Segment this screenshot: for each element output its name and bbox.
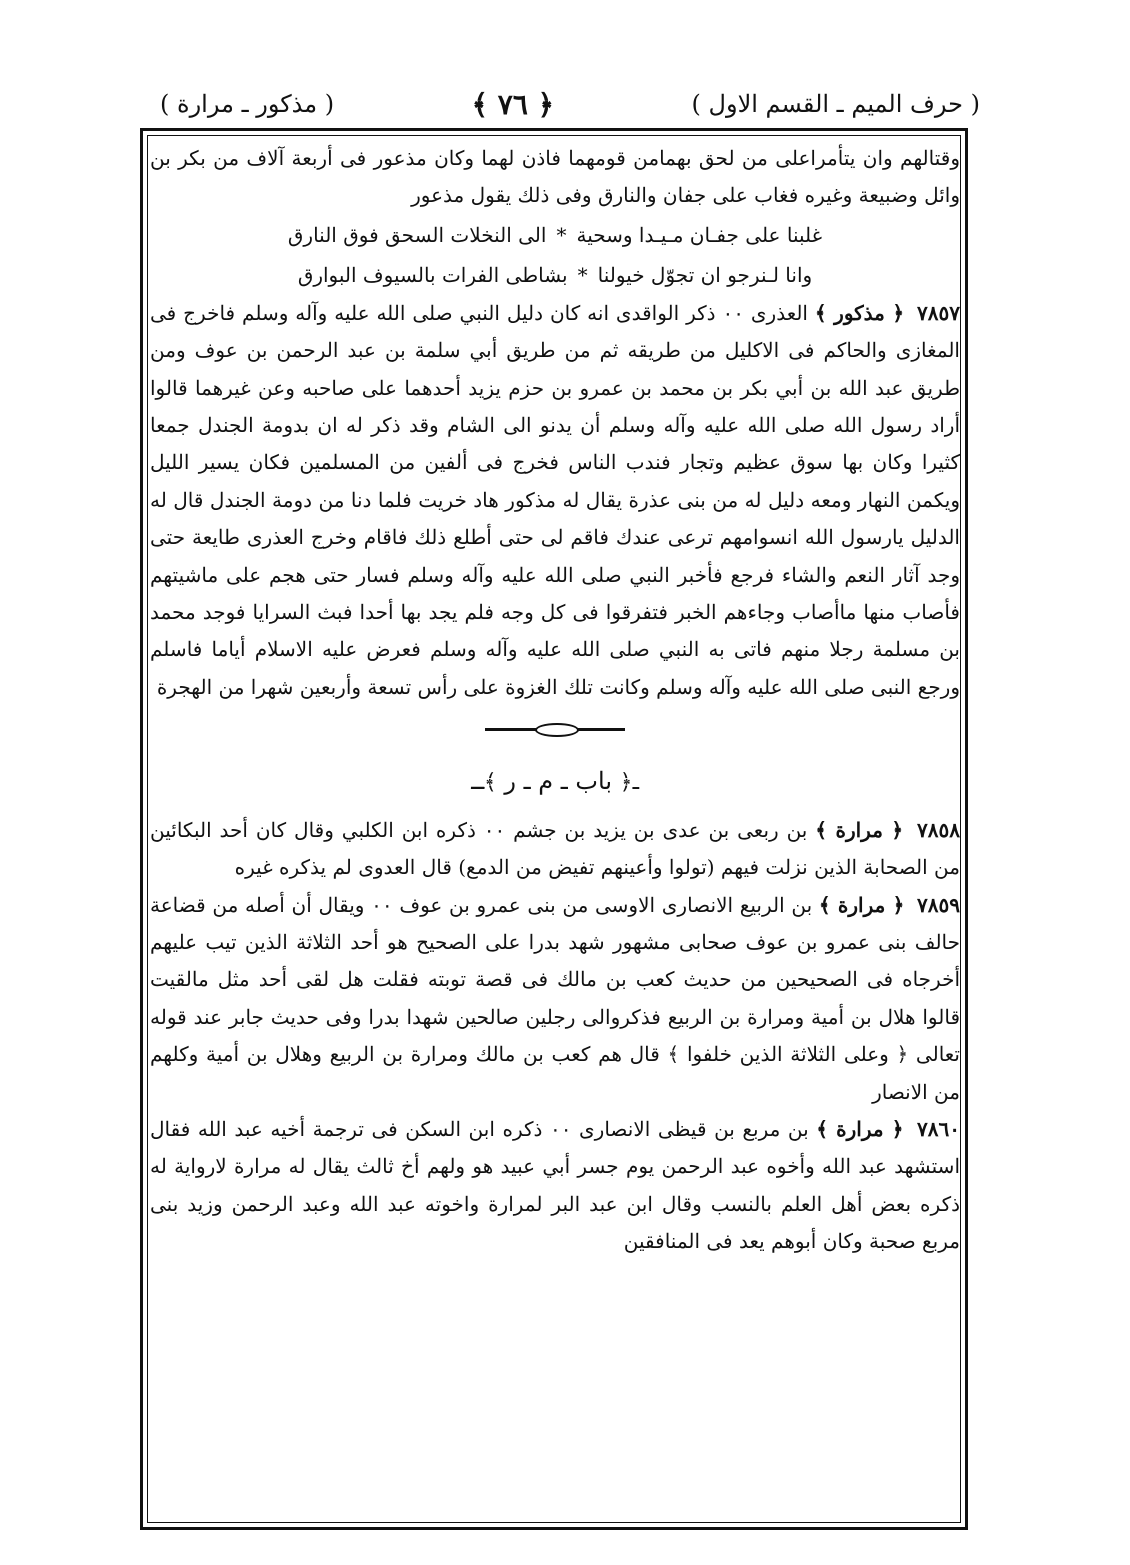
- entry-name: ﴿ مرارة ﴾: [818, 892, 905, 917]
- verse-1-separator: *: [556, 222, 567, 247]
- entry-number: ٧٨٥٧: [917, 300, 961, 325]
- entry-7858: [150, 812, 960, 887]
- header-range: ( مذكور ـ مرارة ): [160, 90, 335, 118]
- entry-text: بن ربعى بن عدى بن يزيد بن جشم ٠٠ ذكره ابن الكلبي وقال كان أحد البكائين من الصحابة الذين نزلت فيهم (تولوا وأعينهم تفيض من الدمع) قال العدوى لم يذكره غيره: [150, 817, 960, 880]
- paragraph-continuation: وقتالهم وان يتأمراعلى من لحق بهمامن قومهما فاذن لهما وكان مذعور فى أربعة آلاف من بكر بن وائل وضبيعة وغيره فغاب على جفان والنارق وفى ذلك يقول مذعور: [150, 146, 960, 208]
- page-header: [160, 82, 980, 126]
- entry-number: ٧٨٦٠: [917, 1116, 961, 1141]
- section-divider: [485, 728, 625, 745]
- page-number: ﴿ ٧٦ ﴾: [471, 87, 555, 121]
- ornament-left: ﴾ـ: [470, 770, 497, 796]
- verse-line-2: [150, 255, 960, 295]
- verse-2-hemistich-b: بشاطى الفرات بالسيوف البوارق: [297, 262, 568, 287]
- entry-name: ﴿ مرارة ﴾: [815, 817, 904, 842]
- chapter-title: باب ـ م ـ ر: [504, 767, 613, 796]
- entry-name: ﴿ مذكور ﴾: [814, 300, 905, 325]
- entry-number: ٧٨٥٨: [917, 817, 961, 842]
- verse-2-hemistich-a: وانا لـنرجو ان تجوّل خيولنا: [597, 262, 813, 287]
- entry-name: ﴿ مرارة ﴾: [816, 1116, 904, 1141]
- entry-7857: [150, 295, 960, 706]
- verse-line-1: [150, 215, 960, 255]
- ornament-right: ـ﴿: [619, 770, 640, 796]
- entry-number: ٧٨٥٩: [917, 892, 961, 917]
- verse-2-separator: *: [577, 262, 588, 287]
- verse-1-hemistich-b: الى النخلات السحق فوق النارق: [287, 222, 547, 247]
- verse-1-hemistich-a: غلبنا على جفـان مـيـدا وسحية: [576, 222, 823, 247]
- chapter-heading: [150, 763, 960, 801]
- entry-text: بن الربيع الانصارى الاوسى من بنى عمرو بن عوف ٠٠ ويقال أن أصله من قضاعة حالف بنى عمرو بن عوف صحابى مشهور شهد بدرا على الصحيح هو أحد الثلاثة الذين تيب عليهم أخرجاه فى الصحيحين من حديث كعب بن مالك فى قصة توبته فقلت هل لقى أحد مثل مالقيت قالوا هلال بن أمية ومرارة بن الربيع فذكروالى رجلين صالحين شهدا بدرا وفى حديث جابر عند قوله تعالى ﴿ وعلى الثلاثة الذين خلفوا ﴾ قال هم كعب بن مالك ومرارة بن الربيع وهلال بن أمية وكلهم من الانصار: [150, 892, 961, 1104]
- entry-text: بن مربع بن قيظى الانصارى ٠٠ ذكره ابن السكن فى ترجمة أخيه عبد الله فقال استشهد عبد الله وأخوه عبد الرحمن يوم جسر أبي عبيد هو ولهم أخ ثالث يقال له مرارة لارواية له ذكره بعض أهل العلم بالنسب وقال ابن عبد البر لمرارة واخوته عبد الله وعبد الرحمن وزيد بنى مربع صحبة وكان أبوهم يعد فى المنافقين: [150, 1116, 961, 1254]
- entry-7860: [150, 1111, 960, 1261]
- header-chapter: ( حرف الميم ـ القسم الاول ): [691, 90, 980, 118]
- entry-text: العذرى ٠٠ ذكر الواقدى انه كان دليل النبي صلى الله عليه وآله وسلم فاخرج فى المغازى والحاكم فى الاكليل من طريقه ثم من طريق أبي سلمة بن عبد الرحمن بن عوف ومن طريق عبد الله بن أبي بكر بن محمد بن عمرو بن حزم يزيد أحدهما على صاحبه وعن غيرهما قالوا أراد رسول الله صلى الله عليه وآله وسلم أن يدنو الى الشام وقد ذكر له ان بدومة الجندل جمعا كثيرا وكان بها سوق عظيم وتجار فندب الناس فخرج فى ألفين من المسلمين فكان يسير الليل ويكمن النهار ومعه دليل له من بنى عذرة يقال له مذكور هاد خريت فلما دنا من دومة الجندل قال له الدليل يارسول الله انسوامهم ترعى عندك فاقم لى حتى أطلع ذلك فاقام وخرج العذرى طايعة حتى وجد آثار النعم والشاء فرجع فأخبر النبي صلى الله عليه وآله وسلم فسار حتى هجم على ماشيتهم فأصاب منها ماأصاب وجاءهم الخبر فتفرقوا فى كل وجه فلم يجد بها أحدا فبث السرايا فوجد محمد بن مسلمة رجلا منهم فاتى به النبي صلى الله عليه وآله وسلم فعرض عليه الاسلام أياما فاسلم ورجع النبى صلى الله عليه وآله وسلم وكانت تلك الغزوة على رأس تسعة وأربعين شهرا من الهجرة: [150, 300, 960, 699]
- entry-7859: [150, 887, 960, 1111]
- page-body: [150, 140, 960, 1261]
